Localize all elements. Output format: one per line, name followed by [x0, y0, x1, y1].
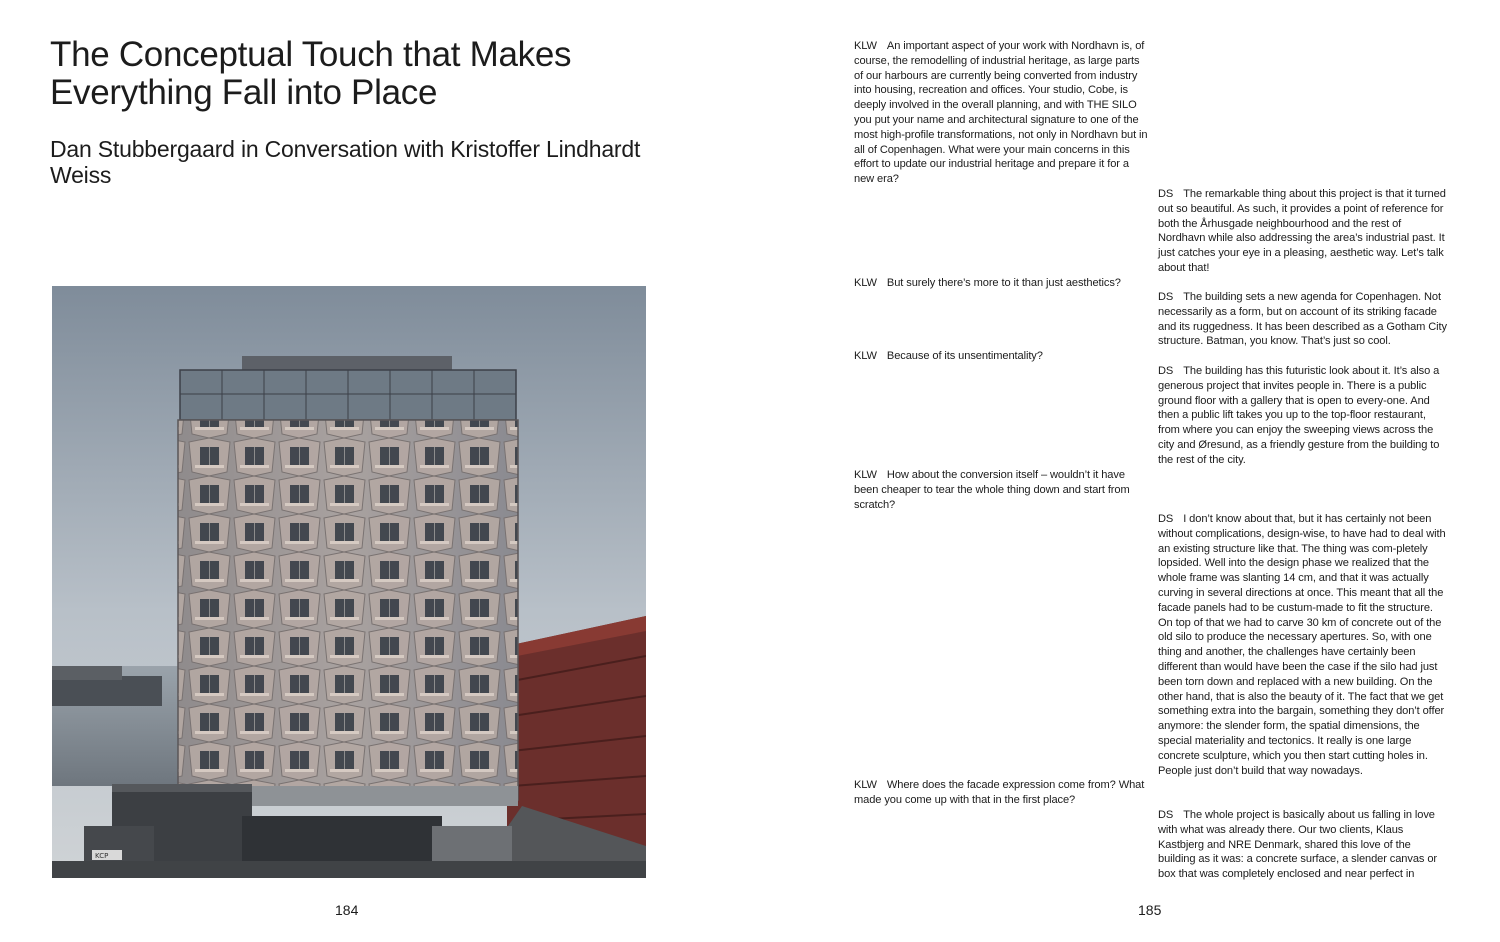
answer-text: The building has this futuristic look about it. It’s also a generous project that invites people in. There is a public ground floor with a gallery that is open to every-one. And then a public lift takes you up to the top-floor restaurant, from where you can enjoy the sweeping views across the city and Øresund, as a friendly gesture from the building to the rest of the city.	[1158, 365, 1440, 466]
speaker-label: KLW	[854, 779, 877, 791]
interview-answer	[1158, 364, 1450, 468]
article-subtitle: Dan Stubbergaard in Conversation with Kristoffer Lindhardt Weiss	[50, 136, 641, 188]
interview-question	[854, 276, 1150, 291]
speaker-label: KLW	[854, 350, 877, 362]
article-title: The Conceptual Touch that Makes Everything Fall into Place	[50, 35, 572, 112]
speaker-label: KLW	[854, 469, 877, 481]
construction-sign-label: KCP	[95, 852, 109, 860]
answer-text: The whole project is basically about us falling in love with what was already there. Our two clients, Klaus Kastbjerg and NRE Denmark, shared this love of the building as it was: a concrete surface, a slender canvas or box that was completely enclosed and near perfect in	[1158, 809, 1437, 881]
question-text: How about the conversion itself – wouldn’t it have been cheaper to tear the whole thing down and start from scratch?	[854, 469, 1130, 511]
interview-answer	[1158, 290, 1450, 349]
answer-text: The remarkable thing about this project is that it turned out so beautiful. As such, it provides a point of reference for both the Århusgade neighbourhood and the rest of Nordhavn while also addressing the area’s industrial past. It just catches your eye in a pleasing, aesthetic way. Let’s talk about that!	[1158, 188, 1446, 274]
speaker-label: DS	[1158, 809, 1174, 821]
interview-question	[854, 778, 1150, 808]
interview-answer	[1158, 808, 1450, 882]
interview-question	[854, 468, 1150, 512]
speaker-label: DS	[1158, 513, 1174, 525]
interview-answer	[1158, 187, 1450, 276]
page-number-left: 184	[335, 902, 359, 918]
interview-question	[854, 39, 1150, 187]
speaker-label: DS	[1158, 188, 1174, 200]
question-text: An important aspect of your work with Nordhavn is, of course, the remodelling of industrial heritage, as large parts of our harbours are currently being converted from industry into housing, recreation and offices. Your studio, Cobe, is deeply involved in the overall planning, and with THE SILO you put your name and architectural signature to one of the most high-profile transformations, not only in Nordhavn but in all of Copenhagen. What were your main concerns in this effort to update our industrial heritage and prepare it for a new era?	[854, 40, 1148, 186]
speaker-label: DS	[1158, 291, 1174, 303]
interview-question	[854, 349, 1150, 364]
question-text: Because of its unsentimentality?	[886, 350, 1043, 362]
page-number-right: 185	[1138, 902, 1162, 918]
interview-answer	[1158, 512, 1450, 778]
speaker-label: KLW	[854, 277, 877, 289]
speaker-label: KLW	[854, 40, 877, 52]
silo-building-photo	[52, 286, 646, 878]
speaker-label: DS	[1158, 365, 1174, 377]
answer-text: I don’t know about that, but it has certainly not been without complications, design-wise, to have had to deal with an existing structure like that. The thing was com-pletely lopsided. Well into the design phase we realized that the whole frame was slanting 14 cm, and that it was actually curving in several directions at once. This meant that all the facade panels had to be custum-made to fit the structure. On top of that we had to carve 30 km of concrete out of the old silo to produce the necessary apertures. So, with one thing and another, the challenges have certainly been different than would have been the case if the silo had just been torn down and replaced with a new building. On the other hand, that is also the beauty of it. The fact that we get something extra into the bargain, something they don’t offer anymore: the slender form, the spatial dimensions, the special materiality and tectonics. It really is one large concrete sculpture, which you then start cutting holes in. People just don’t build that way nowadays.	[1158, 513, 1446, 777]
answer-text: The building sets a new agenda for Copenhagen. Not necessarily as a form, but on account of its striking facade and its ruggedness. It has been described as a Gotham City structure. Batman, you know. That’s just so cool.	[1158, 291, 1447, 348]
question-text: Where does the facade expression come from? What made you come up with that in the first place?	[854, 779, 1145, 806]
question-text: But surely there’s more to it than just aesthetics?	[886, 277, 1121, 289]
